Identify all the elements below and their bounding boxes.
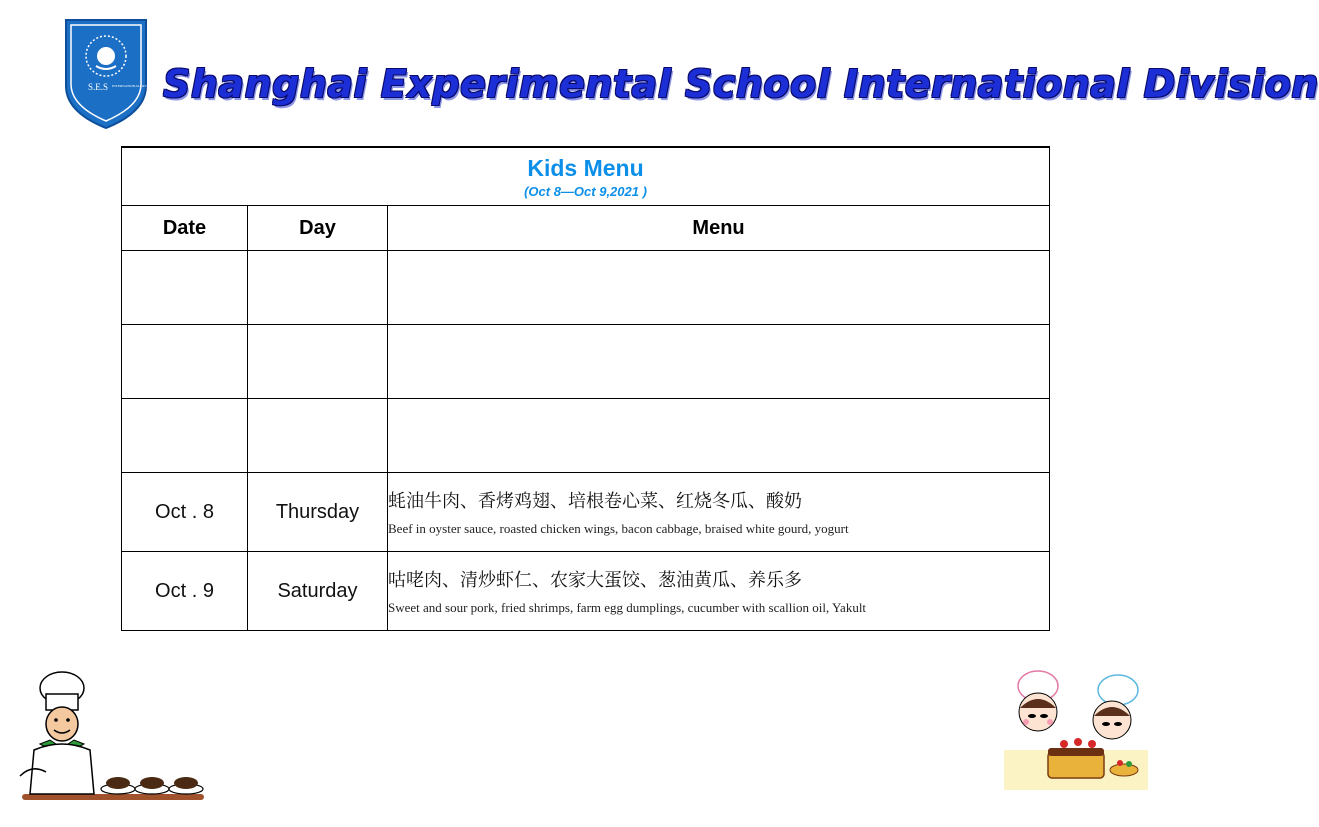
table-row: [122, 399, 1050, 473]
table-row: [122, 325, 1050, 399]
row-date: [122, 399, 248, 473]
kids-baking-illustration-icon: [1000, 666, 1152, 794]
kids-menu-table: [121, 146, 1050, 631]
row-menu: [388, 325, 1050, 399]
row-day: [248, 399, 388, 473]
row-day: [248, 325, 388, 399]
menu-english: Sweet and sour pork, fried shrimps, farm egg dumplings, cucumber with scallion oil, Yakult: [388, 600, 867, 615]
row-date: Oct . 9: [122, 552, 248, 631]
row-date: Oct . 8: [122, 473, 248, 552]
school-crest-logo-icon: [62, 16, 157, 130]
column-header-day: Day: [248, 206, 388, 251]
row-menu: [388, 251, 1050, 325]
menu-chinese: 蚝油牛肉、香烤鸡翅、培根卷心菜、红烧冬瓜、酸奶: [388, 491, 802, 512]
table-row: [122, 552, 1050, 631]
menu-chinese: 咕咾肉、清炒虾仁、农家大蛋饺、葱油黄瓜、养乐多: [388, 570, 802, 591]
table-row: [122, 251, 1050, 325]
row-menu: [388, 473, 1050, 552]
menu-date-range: (Oct 8—Oct 9,2021 ): [524, 184, 647, 199]
menu-title-cell: [122, 147, 1050, 206]
logo-text: S.E.S: [88, 82, 109, 92]
menu-english: Beef in oyster sauce, roasted chicken wings, bacon cabbage, braised white gourd, yogurt: [388, 521, 849, 536]
row-day: Saturday: [248, 552, 388, 631]
row-menu: [388, 552, 1050, 631]
school-name-heading: Shanghai Experimental School International Division: [163, 62, 1319, 106]
row-day: Thursday: [248, 473, 388, 552]
row-date: [122, 251, 248, 325]
chef-illustration-icon: [12, 668, 210, 818]
column-header-menu: Menu: [388, 206, 1050, 251]
row-menu: [388, 399, 1050, 473]
row-date: [122, 325, 248, 399]
row-day: [248, 251, 388, 325]
table-row: [122, 473, 1050, 552]
menu-title: Kids Menu: [527, 155, 644, 181]
logo-subtext: INTERNATIONAL DIVISION: [112, 84, 157, 88]
column-header-date: Date: [122, 206, 248, 251]
